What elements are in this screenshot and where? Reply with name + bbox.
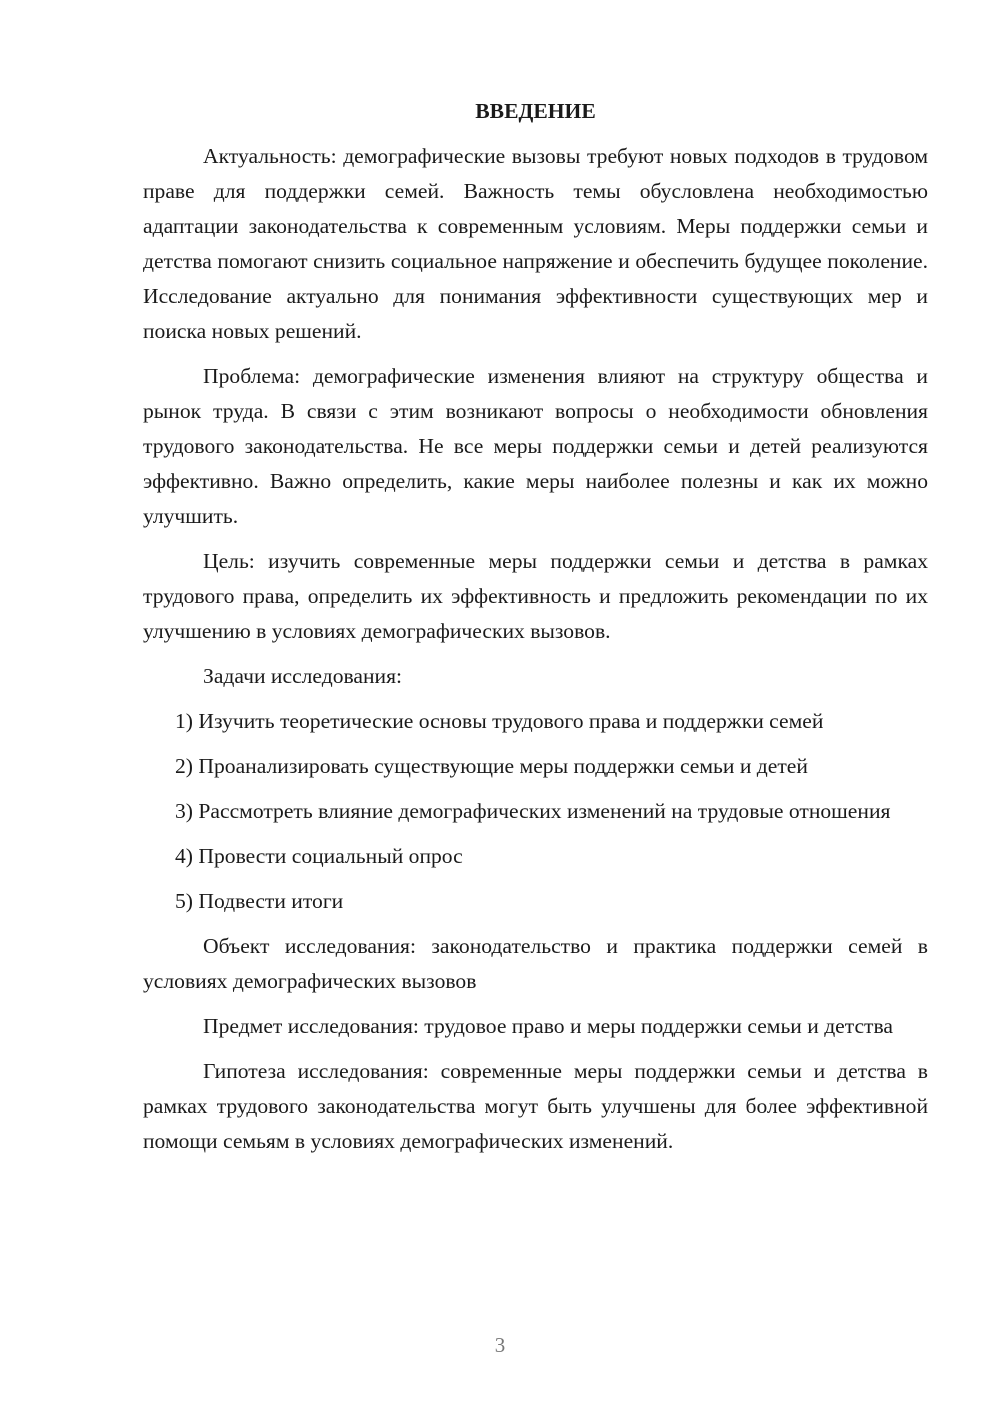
page-number: 3: [494, 1333, 506, 1357]
page-content: [143, 94, 928, 1169]
paragraph-subject: Предмет исследования: трудовое право и меры поддержки семьи и детства: [203, 1014, 893, 1038]
paragraph-relevance: Актуальность: демографические вызовы требуют новых подходов в трудовом праве для поддержки семей. Важность темы обусловлена необходимостью адаптации законодательства к современным условиям. Меры поддержки семьи и детства помогают снизить социальное напряжение и обеспечить будущее поколение. Исследование актуально для понимания эффективности существующих мер и поиска новых решений.: [143, 144, 928, 343]
paragraph-goal: Цель: изучить современные меры поддержки семьи и детства в рамках трудового права, определить их эффективность и предложить рекомендации по их улучшению в условиях демографических вызовов.: [143, 549, 928, 643]
paragraph-object: Объект исследования: законодательство и практика поддержки семей в условиях демографических вызовов: [143, 934, 928, 993]
section-title: ВВЕДЕНИЕ: [475, 99, 596, 123]
task-item: 3) Рассмотреть влияние демографических изменений на трудовые отношения: [175, 799, 891, 823]
task-item: 1) Изучить теоретические основы трудового права и поддержки семей: [175, 709, 824, 733]
task-item: 2) Проанализировать существующие меры поддержки семьи и детей: [175, 754, 808, 778]
paragraph-problem: Проблема: демографические изменения влияют на структуру общества и рынок труда. В связи с этим возникают вопросы о необходимости обновления трудового законодательства. Не все меры поддержки семьи и детей реализуются эффективно. Важно определить, какие меры наиболее полезны и как их можно улучшить.: [143, 364, 928, 528]
paragraph-hypothesis: Гипотеза исследования: современные меры поддержки семьи и детства в рамках трудового законодательства могут быть улучшены для более эффективной помощи семьям в условиях демографических изменений.: [143, 1059, 928, 1153]
paragraph-tasks-heading: Задачи исследования:: [203, 664, 403, 688]
task-item: 4) Провести социальный опрос: [175, 844, 463, 868]
task-item: 5) Подвести итоги: [175, 889, 344, 913]
